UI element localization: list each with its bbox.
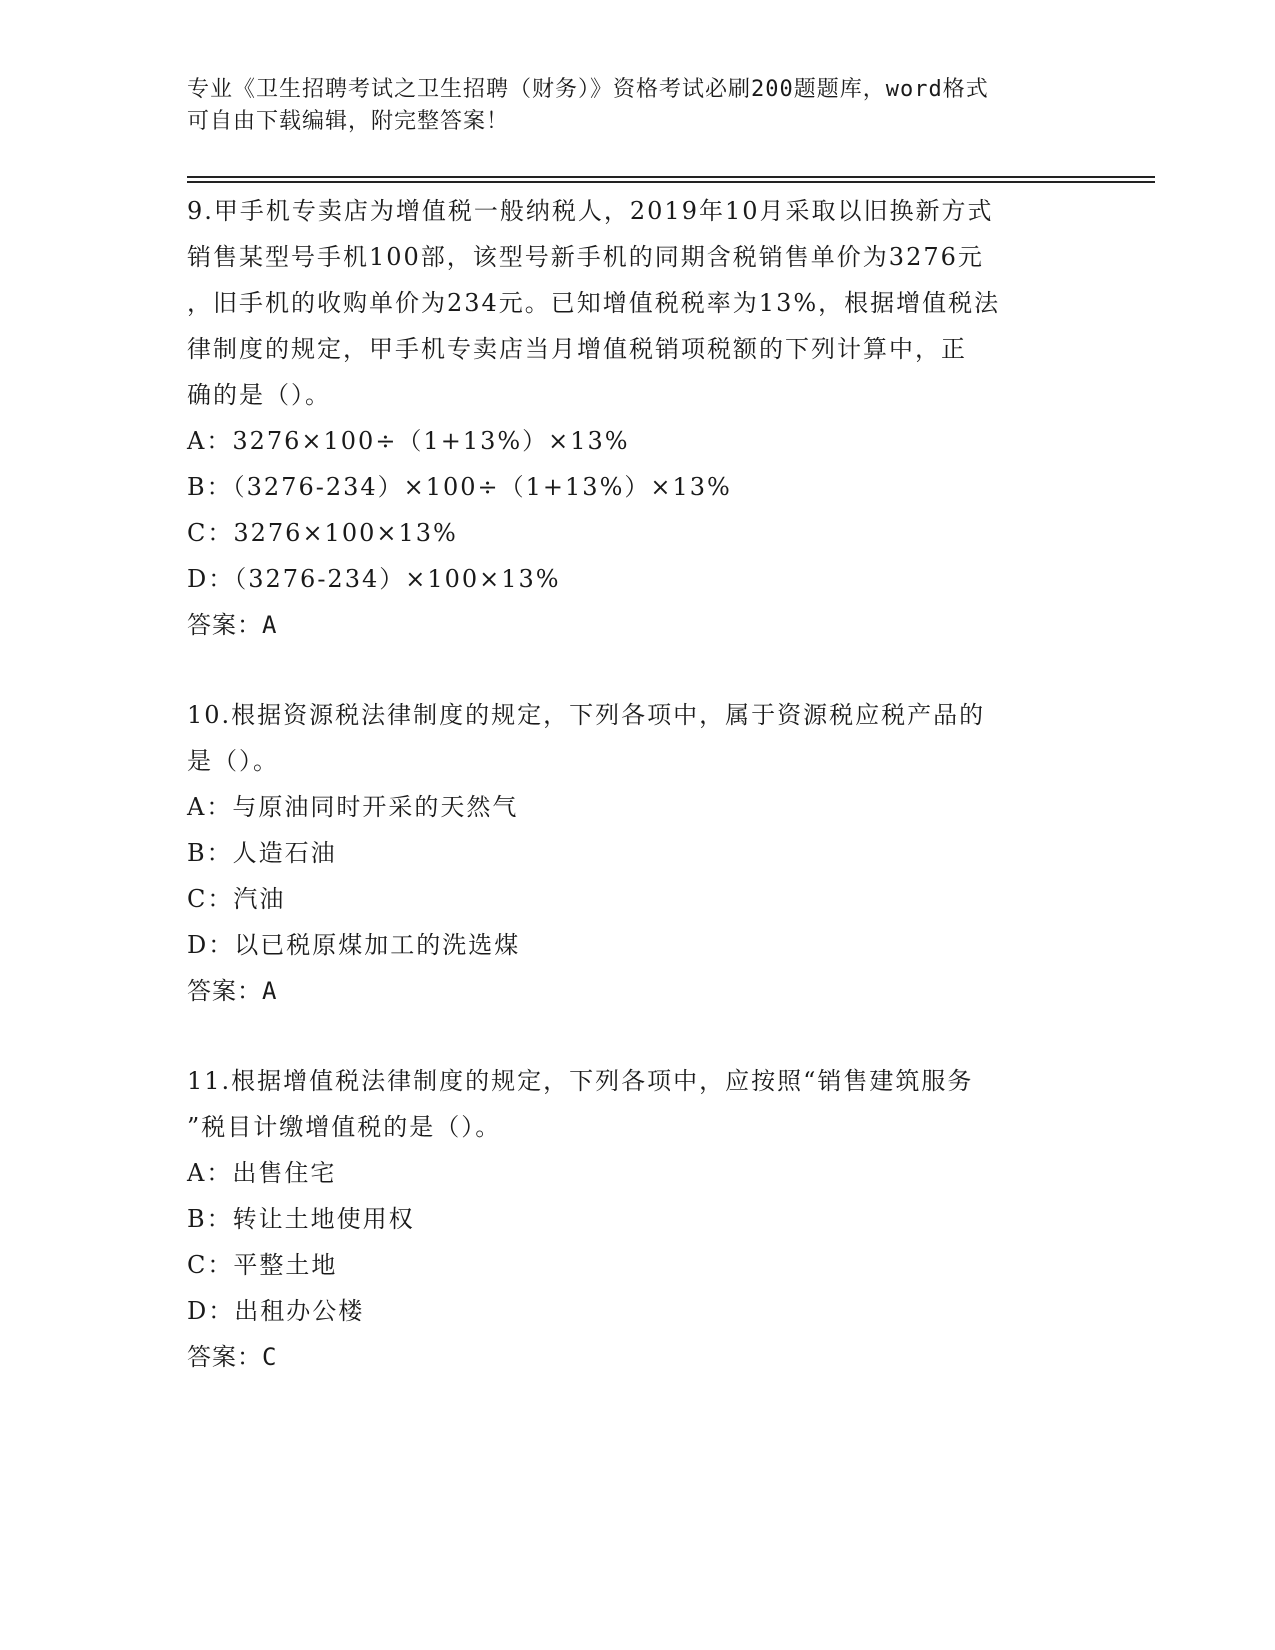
question-text: 10.根据资源税法律制度的规定，下列各项中，属于资源税应税产品的 [187,701,986,729]
option-a: A：出售住宅 [187,1159,337,1187]
spacer [187,648,1087,692]
question-item [187,1058,1087,1380]
question-text: ”税目计缴增值税的是（）。 [187,1113,502,1141]
option-d: D：出租办公楼 [187,1297,365,1325]
question-text: 确的是（）。 [187,381,331,409]
question-item [187,692,1087,1014]
option-b: B：人造石油 [187,839,337,867]
option-c: C：汽油 [187,885,286,913]
header-line: 专业《卫生招聘考试之卫生招聘（财务）》资格考试必刷200题题库，word格式 [187,77,989,102]
header-divider [187,176,1155,178]
question-item [187,188,1087,648]
question-text: 11.根据增值税法律制度的规定，下列各项中，应按照“销售建筑服务 [187,1067,974,1095]
spacer [187,1014,1087,1058]
option-b: B：（3276-234）×100÷（1+13%）×13% [187,473,732,501]
question-text: 是（）。 [187,747,279,775]
question-text: 9.甲手机专卖店为增值税一般纳税人，2019年10月采取以旧换新方式 [187,197,994,225]
page-header [187,74,1087,138]
question-list [187,188,1087,1380]
question-text: 销售某型号手机100部，该型号新手机的同期含税销售单价为3276元 [187,243,984,271]
option-a: A：3276×100÷（1+13%）×13% [187,427,630,455]
option-c: C：平整土地 [187,1251,338,1279]
option-d: D：（3276-234）×100×13% [187,565,561,593]
option-b: B：转让土地使用权 [187,1205,415,1233]
answer-text: 答案：A [187,611,278,639]
option-a: A：与原油同时开采的天然气 [187,793,519,821]
answer-text: 答案：C [187,1343,278,1371]
question-text: ，旧手机的收购单价为234元。已知增值税税率为13%，根据增值税法 [187,289,1001,317]
header-line: 可自由下载编辑，附完整答案！ [187,109,510,134]
answer-text: 答案：A [187,977,278,1005]
header-divider [187,181,1155,183]
option-c: C：3276×100×13% [187,519,458,547]
option-d: D：以已税原煤加工的洗选煤 [187,931,521,959]
question-text: 律制度的规定，甲手机专卖店当月增值税销项税额的下列计算中，正 [187,335,967,363]
